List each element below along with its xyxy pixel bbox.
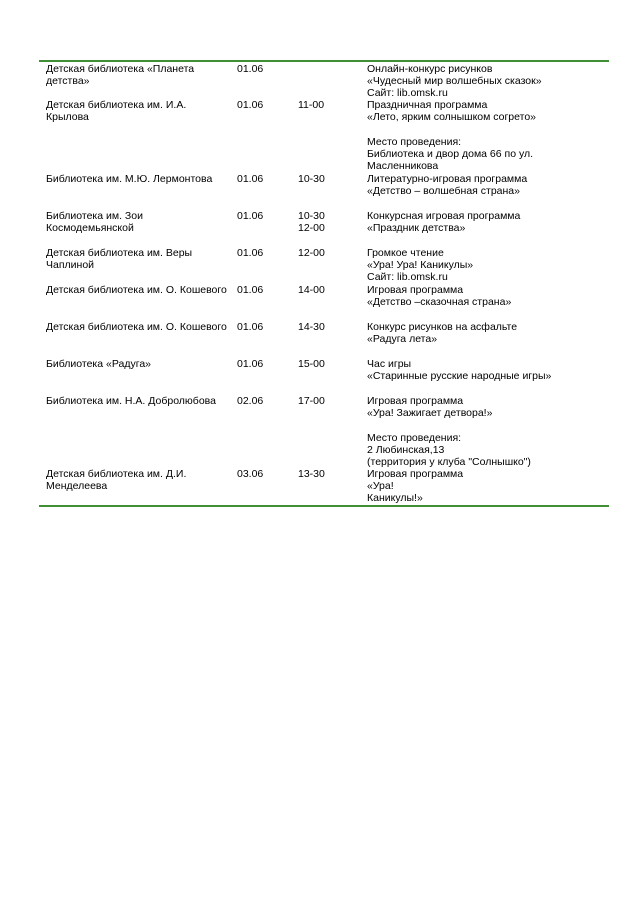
event-description: Игровая программа «Ура! Каникулы!» [367, 468, 464, 505]
event-date: 01.06 [237, 210, 264, 222]
event-description: Игровая программа «Детство –сказочная страна» [367, 284, 512, 309]
library-name: Детская библиотека им. О. Кошевого [46, 321, 227, 333]
event-time: 14-30 [298, 321, 325, 333]
event-date: 01.06 [237, 99, 264, 111]
event-time: 15-00 [298, 358, 325, 370]
library-name: Библиотека им. М.Ю. Лермонтова [46, 173, 213, 185]
event-description: Конкурсная игровая программа «Праздник детства» [367, 210, 521, 235]
table-top-rule [39, 60, 609, 62]
event-description: Конкурс рисунков на асфальте «Радуга лета» [367, 321, 518, 346]
event-time: 13-30 [298, 468, 325, 480]
library-name: Детская библиотека им. Веры Чаплиной [46, 247, 193, 272]
event-date: 01.06 [237, 247, 264, 259]
event-description: Праздничная программа «Лето, ярким солнышком согрето» Место проведения: Библиотека и двор дома 66 по ул. Масленникова [367, 99, 537, 173]
event-time: 17-00 [298, 395, 325, 407]
library-name: Детская библиотека им. О. Кошевого [46, 284, 227, 296]
library-name: Библиотека им. Н.А. Добролюбова [46, 395, 216, 407]
event-date: 02.06 [237, 395, 264, 407]
event-time: 11-00 [298, 99, 325, 111]
library-name: Детская библиотека «Планета детства» [46, 63, 195, 88]
event-description: Час игры «Старинные русские народные игры» [367, 358, 552, 383]
event-date: 01.06 [237, 284, 264, 296]
library-name: Детская библиотека им. Д.И. Менделеева [46, 468, 187, 493]
event-description: Онлайн-конкурс рисунков «Чудесный мир волшебных сказок» Сайт: lib.omsk.ru [367, 63, 542, 100]
library-name: Библиотека им. Зои Космодемьянской [46, 210, 143, 235]
event-date: 01.06 [237, 63, 264, 75]
event-time: 12-00 [298, 247, 325, 259]
library-name: Детская библиотека им. И.А. Крылова [46, 99, 187, 124]
event-date: 01.06 [237, 358, 264, 370]
event-description: Литературно-игровая программа «Детство – волшебная страна» [367, 173, 528, 198]
event-date: 03.06 [237, 468, 264, 480]
event-time: 14-00 [298, 284, 325, 296]
event-time: 10-30 [298, 173, 325, 185]
event-date: 01.06 [237, 321, 264, 333]
event-time: 10-30 12-00 [298, 210, 325, 235]
event-description: Громкое чтение «Ура! Ура! Каникулы» Сайт: lib.omsk.ru [367, 247, 474, 284]
table-bottom-rule [39, 505, 609, 507]
event-description: Игровая программа «Ура! Зажигает детвора!» Место проведения: 2 Любинская,13 (территория у клуба "Солнышко") [367, 395, 531, 469]
event-date: 01.06 [237, 173, 264, 185]
library-name: Библиотека «Радуга» [46, 358, 151, 370]
